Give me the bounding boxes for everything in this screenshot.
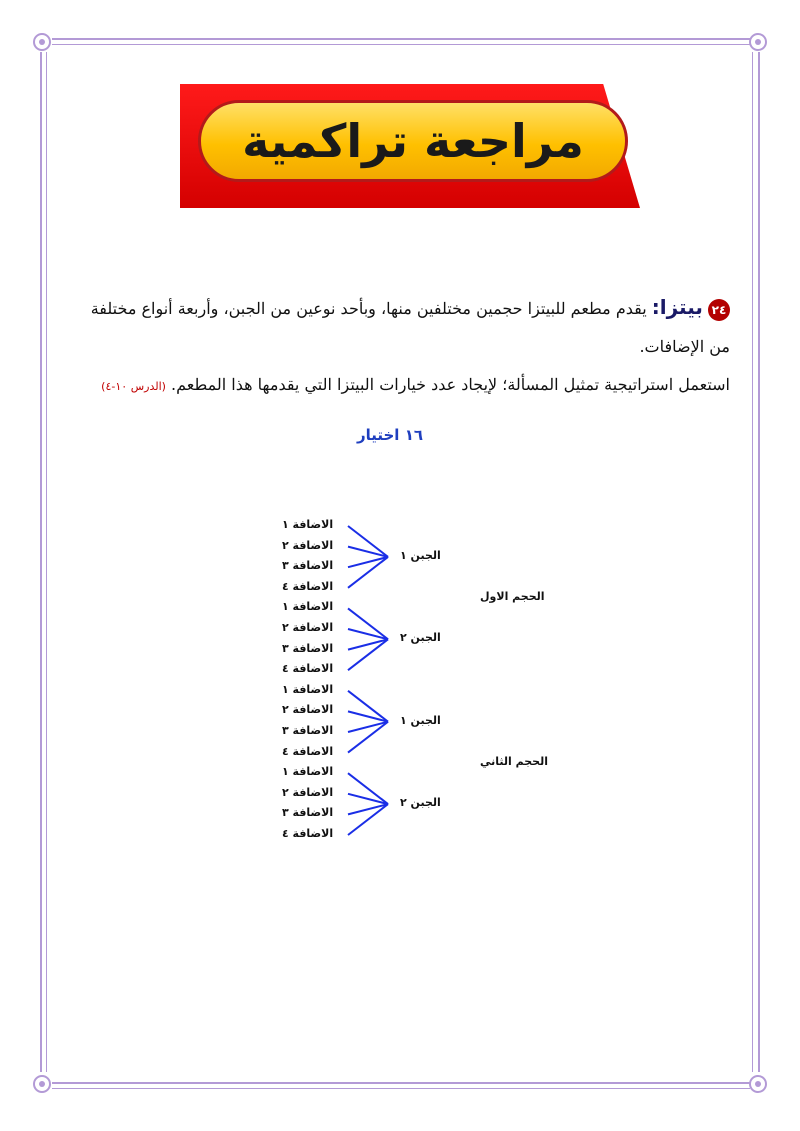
topping-label: الاضافة ٣ — [282, 559, 334, 573]
topping-label: الاضافة ٤ — [282, 662, 334, 676]
cheese-label: الجبن ٢ — [400, 796, 441, 810]
topping-label: الاضافة ٣ — [282, 806, 334, 820]
problem-line-2 — [70, 366, 730, 406]
frame-left-inner — [46, 52, 47, 1072]
question-number-badge: ٢٤ — [708, 299, 730, 321]
topping-label: الاضافة ٢ — [282, 785, 334, 799]
frame-top-inner — [52, 44, 750, 45]
frame-right — [758, 52, 760, 1072]
corner-ornament-icon — [748, 32, 768, 52]
corner-ornament-icon — [748, 1074, 768, 1094]
frame-top — [52, 38, 750, 40]
question-label: بيتزا: — [651, 295, 703, 319]
page-title: مراجعة تراكمية — [242, 114, 584, 168]
frame-left — [40, 52, 42, 1072]
topping-label: الاضافة ٣ — [282, 641, 334, 655]
topping-label: الاضافة ٤ — [282, 579, 334, 593]
cheese-label: الجبن ١ — [400, 548, 441, 562]
topping-label: الاضافة ٢ — [282, 538, 334, 552]
topping-label: الاضافة ١ — [282, 682, 334, 696]
problem-text-1: يقدم مطعم للبيتزا حجمين مختلفين منها، وبأحد نوعين من الجبن، وأربعة أنواع مختلفة من الإضافات. — [90, 299, 730, 356]
topping-label: الاضافة ٤ — [282, 744, 334, 758]
topping-label: الاضافة ٤ — [282, 827, 334, 840]
cheese-label: الجبن ٢ — [400, 631, 441, 645]
lesson-reference: (الدرس ١٠-٤) — [101, 380, 166, 393]
topping-label: الاضافة ١ — [282, 600, 334, 614]
problem-line-1 — [70, 288, 730, 366]
frame-right-inner — [752, 52, 753, 1072]
corner-ornament-icon — [32, 32, 52, 52]
frame-bottom — [52, 1082, 750, 1084]
corner-ornament-icon — [32, 1074, 52, 1094]
cheese-label: الجبن ١ — [400, 713, 441, 727]
problem-statement — [70, 288, 730, 406]
problem-text-2: استعمل استراتيجية تمثيل المسألة؛ لإيجاد عدد خيارات البيتزا التي يقدمها هذا المطعم. — [171, 375, 730, 394]
topping-label: الاضافة ٢ — [282, 703, 334, 717]
topping-label: الاضافة ١ — [282, 765, 334, 779]
topping-label: الاضافة ٣ — [282, 724, 334, 737]
topping-label: الاضافة ١ — [282, 518, 334, 531]
size-label: الحجم الاول — [480, 590, 545, 604]
title-banner — [180, 84, 640, 208]
size-label: الحجم الثاني — [480, 754, 548, 768]
tree-diagram — [270, 510, 570, 850]
frame-bottom-inner — [52, 1088, 750, 1089]
answer-text: ١٦ اختيار — [356, 426, 423, 444]
topping-label: الاضافة ٢ — [282, 621, 334, 634]
